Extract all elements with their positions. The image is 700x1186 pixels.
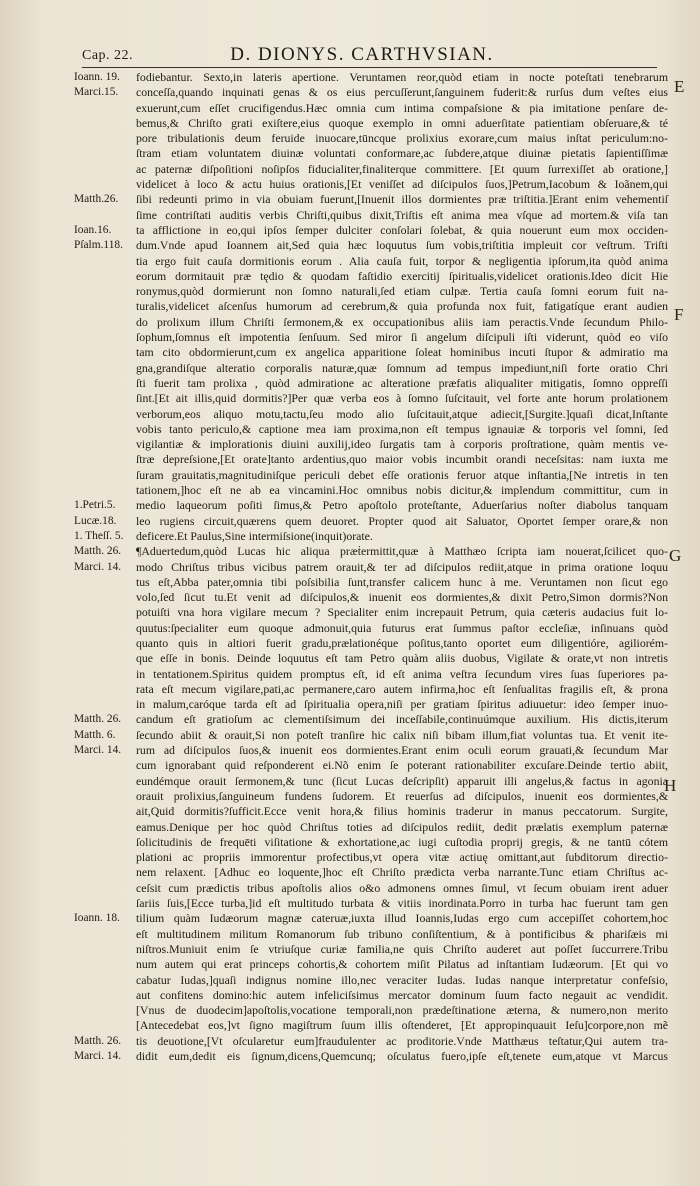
marginal-reference: Ioann. 19.	[74, 71, 120, 83]
line-text: plationi ac propriis immorentur profectibus,vt opera vitæ actiuę omittant,aut ſubditorum directio-	[136, 850, 668, 865]
line-text: deficere.Et Paulus,Sine intermiſsione(inquit)orate.	[136, 528, 373, 543]
line-text: medio laqueorum poſiti ſimus,& Petro apoſtolo proteſtante, Aduerſarius noſter diabolus tanquam	[136, 498, 668, 513]
line-text: ſuram grauitatis,magnitudiniſque periculi debet eſſe orationis feruor atque inſtantia,[Ne intretis in ten	[136, 467, 668, 482]
line-text: conceſſa,quando inquinati genas & os eius percuſſerunt,ſanguinem fuderit:& rurſus dum veſtes eius	[136, 85, 668, 100]
text-line	[74, 330, 674, 345]
chapter-label: Cap. 22.	[82, 48, 134, 63]
text-line	[74, 728, 674, 743]
text-line	[74, 146, 674, 161]
line-text: tationem,]hoc eſt ne ab ea vincamini.Hoc omnibus nobis dicitur,& implendum committitur, cum in	[136, 483, 668, 498]
line-text: niſtros.Muniuit enim ſe vtriuſque curiæ familia,ne quis Chriſto auderet aut poſſet ſuccurrere.Tribu	[136, 941, 668, 956]
header-rule	[82, 67, 657, 68]
marginal-reference: Ioann. 18.	[74, 912, 120, 925]
line-text: tia ergo fuit cauſa dormitionis eorum . Alia cauſa fuit, torpor & negligentia ipſorum,ita quòd anima	[136, 253, 668, 268]
marginal-reference: Lucæ.18.	[74, 514, 117, 527]
line-text: leo rugiens circuit,quærens quem deuoret. Propter quod ait Saluator, Oportet ſemper orare,& non	[136, 513, 668, 528]
text-line	[74, 927, 674, 942]
text-line	[74, 820, 674, 835]
line-text: videlicet à loco & actu huius orationis,[Et veniſſet ad diſcipulos ſuos,]Petrum,Iacobum & Ioãnem,qui	[136, 177, 668, 192]
text-line	[74, 789, 674, 804]
line-text: ſophum,ſomnus eſt impotentia ſenſuum. Sed miror ſi angelum diſcipuli iſti viderunt, quòd eo viſo	[136, 330, 668, 345]
line-text: pore tribulationis deum feruide inuocare,tūncque prolixius exorare,cum maius inſtat periculum:no-	[136, 131, 668, 146]
text-line	[74, 70, 674, 85]
text-line	[74, 391, 674, 406]
line-text: modo Chriſtus tribus vicibus patrem orauit,& ter ad diſcipulos rediit,atque in prima oratione loquu	[136, 559, 668, 574]
line-text: gna,grandiſque alteratio corporalis naturæ,quæ ſomnum ad tempus impediunt,niſi forte oratio Chri	[136, 360, 668, 375]
line-text: tilium quàm Iudæorum magnæ cateruæ,iuxta illud Ioannis,Iudas ergo cum accepiſſet cohortem,hoc	[136, 911, 668, 926]
line-text: ſtram etiam voluntatem diuinæ voluntati conformare,ac ſubdere,atque diuinæ pietatis ſapientiſſimæ	[136, 146, 668, 161]
line-text: eamus.Denique per hoc quòd Chriſtus toties ad diſcipulos rediit, dedit prælatis exemplum paternæ	[136, 819, 668, 834]
line-text: bemus,& Chriſto grati exiſtere,eius quoque exemplo in omni aduerſitate patientiam obſeruare,& té	[136, 115, 668, 130]
text-line	[74, 254, 674, 269]
line-text: ſtræ depreſsione,[Et orate]tanto ardentius,quo maior vobis incumbit orandi neceſsitas: nam iuxta me	[136, 452, 668, 467]
marginal-reference: Matth. 26.	[74, 545, 122, 558]
text-line	[74, 651, 674, 666]
line-text: [Vnus de duodecim]apoſtolis,vocatione temporali,non prædeſtinatione æterna, & numero,non merito	[136, 1003, 668, 1018]
text-line	[74, 238, 674, 253]
line-text: verborum,eos aliquo motu,tactu,ſeu modo alio ſuſcitauit,atque adiecit,[Surgite.]quaſi dicat,Inſtante	[136, 406, 668, 421]
line-text: quanto quis in altiori fuerit gradu,prælationéque poſitus,tanto oportet eum diligentióre, agiliorém-	[136, 635, 668, 650]
line-text: didit eum,dedit eis ſignum,dicens,Quemcunq; oſculatus fuero,ipſe eſt,tenete eum,atque vt Marcus	[136, 1049, 668, 1063]
line-text: ac paternæ diſpoſitioni noſipſos fiducialiter,finaliterque committere. [Et quum ſurrexiſſet ab oratione,]	[136, 161, 668, 176]
text-line	[74, 85, 674, 100]
text-line	[74, 361, 674, 376]
line-text: in malum,caróque tarda eſt ad ſpiritualia opera,niſi per gratiam ſpiritus adiuuetur: ideo ſemper inuo-	[136, 697, 668, 712]
text-line	[74, 590, 674, 605]
marginal-reference: Marci.15.	[74, 86, 119, 99]
text-line	[74, 529, 674, 544]
text-line	[74, 192, 674, 207]
text-line	[74, 131, 674, 146]
line-text: eſt multitudinem militum Romanorum ſub tribuno conſiſtentium, & à pontificibus & phariſæis mi	[136, 926, 668, 941]
line-text: quutus:ſpecialiter eum quoque admonuit,quia futurus erat ſummus paſtor eccleſiæ, inſinuans quòd	[136, 620, 668, 635]
line-text: do prolixum illum Chriſti ſermonem,& ex occupationibus aliis iam peractis.Vnde ſecundum Philo-	[136, 314, 668, 329]
line-text: cum ignorabant quid reſponderent ei.Nõ enim ſe poterant rationabiliter excuſare.Deinde tertio abiit,	[136, 758, 668, 773]
text-line	[74, 575, 674, 590]
text-line	[74, 865, 674, 880]
text-line	[74, 712, 674, 727]
text-line	[74, 345, 674, 360]
text-line	[74, 988, 674, 1003]
line-text: dum.Vnde apud Ioannem ait,Sed quia hæc loquutus ſum vobis,triſtitia impleuit cor veſtrum. Triſti	[136, 238, 668, 253]
text-line	[74, 1003, 674, 1018]
text-line	[74, 544, 674, 559]
line-text: candum eſt gratioſum ac clementiſsimum dei inceſſabile,continuúmque auxilium. His dictis,iterum	[136, 712, 668, 727]
text-line	[74, 315, 674, 330]
text-line	[74, 621, 674, 636]
marginal-reference: Marci. 14.	[74, 560, 122, 573]
line-text: ronymus,quòd dormierunt non ſomno naturali,ſed etiam culpæ. Tertia cauſa ſomni eorum fuit na-	[136, 284, 668, 299]
side-letter-h: H	[664, 776, 677, 795]
marginal-reference: Matth.26.	[74, 193, 119, 206]
line-text: ceſsit cum prædictis tribus apoſtolis alios o&o admonens omnes ſimul, vt ſecum obuiam irent aduer	[136, 880, 668, 895]
text-line	[74, 697, 674, 712]
text-line	[74, 498, 674, 513]
text-line	[74, 208, 674, 223]
line-text: que eſſe in bonis. Deinde loquutus eſt tam Petro quàm aliis duobus, Vigilate & orate,vt non intretis	[136, 651, 668, 666]
line-text: volo,ſed ſicut tu.Et venit ad diſcipulos,& inuenit eos dormientes,& dixit Petro,Simon dormis?Non	[136, 590, 668, 605]
line-text: eorum dormitauit præ tędio & quodam faſtidio exercitij ſpiritualis,videlicet orationis.Ideo dicit Hie	[136, 268, 668, 283]
line-text: ſibi redeunti primo in via obuiam fuerunt,[Inuenit illos dormientes præ triſtitia.]Erant enim vehementiſ	[136, 192, 668, 207]
line-text: fodiebantur. Sexto,in lateris apertione. Veruntamen reor,quòd etiam in nocte poteſtati tenebrarum	[136, 70, 668, 84]
text-line	[74, 804, 674, 819]
text-line	[74, 743, 674, 758]
side-letter-e: E	[674, 77, 685, 96]
text-line	[74, 376, 674, 391]
text-body	[74, 70, 677, 1064]
text-line	[74, 1049, 674, 1064]
text-line	[74, 942, 674, 957]
running-header	[82, 44, 642, 66]
line-text: ſti fuerit tam prolixa , quòd admiratione ac alteratione præfatis aliqualiter mitigatis, ſomno oppreſſi	[136, 375, 668, 390]
text-line	[74, 667, 674, 682]
marginal-reference: Matth. 26.	[74, 1034, 122, 1047]
line-text: turalis,videlicet aſcenſus humorum ad cerebrum,& quia profunda nox fuit, fatigatíque erant audien	[136, 299, 668, 314]
text-line	[74, 116, 674, 131]
line-text: vobis tanto periculo,& captione mea iam proxima,non eſt tempus ignauiæ & torporis vel ſomni, ſed	[136, 421, 668, 436]
line-text: ta afflictione in eo,qui ipſos ſemper dulciter conſolari ſolebat, & quia nouerunt eum mox occiden-	[136, 222, 668, 237]
text-line	[74, 636, 674, 651]
text-line	[74, 850, 674, 865]
line-text: ſime contriſtati auditis verbis Chriſti,quibus dixit,Triſtis eſt anima mea vſque ad mortem.& viſa tan	[136, 207, 668, 222]
line-text: tam cito obdormierunt,cum ex angelica apparitione ſoleat hominibus incuti ſtupor & admiratio ma	[136, 345, 668, 360]
text-line	[74, 881, 674, 896]
line-text: nem relaxent. [Adhuc eo loquente,]hoc eſt Chriſto prædicta verba narrante.Tunc etiam Chriſtus ac-	[136, 865, 668, 880]
line-text: ¶Aduertedum,quòd Lucas hic aliqua præṫermittit,quæ à Matthæo ſcripta iam nouerat,ſcilicet quo-	[136, 544, 668, 559]
line-text: orauit prolixius,ſanguineum fundens ſudorem. Et reuerſus ad diſcipulos, inuenit eos dormientes,&	[136, 788, 668, 803]
line-text: in tentationem.Spiritus quidem promptus eſt, id eſt anima veſtra ſecundum vires ſuas ſuperiores pa-	[136, 666, 668, 681]
text-line	[74, 177, 674, 192]
side-letter-f: F	[674, 305, 684, 324]
text-line	[74, 911, 674, 926]
line-text: rata eſt mecum vigilare,pati,ac permanere,caro autem infirma,hoc eſt ſenſualitas fragilis eſt, & prona	[136, 681, 668, 696]
marginal-reference: Marci. 14.	[74, 1050, 122, 1062]
text-line	[74, 1018, 674, 1033]
line-text: [Antecedebat eos,]vt ſigno magiſtrum ſuum illis oſtenderet, [Et appropinquauit Ieſu]corpore,non mẽ	[136, 1018, 668, 1033]
marginal-reference: Ioan.16.	[74, 223, 112, 236]
text-line	[74, 269, 674, 284]
text-line	[74, 299, 674, 314]
text-line	[74, 957, 674, 972]
text-line	[74, 605, 674, 620]
marginal-reference: Marci. 14.	[74, 744, 122, 757]
text-line	[74, 483, 674, 498]
line-text: ait,Quid dormitis?ſufficit.Ecce venit hora,& filius hominis traderur in manus peccatorum. Surgite,	[136, 804, 668, 819]
text-line	[74, 896, 674, 911]
marginal-reference: Matth. 26.	[74, 713, 122, 726]
text-line	[74, 407, 674, 422]
line-text: rum ad diſcipulos ſuos,& inuenit eos dormientes.Erant enim oculi eorum grauati,& ſecundum Mar	[136, 743, 668, 758]
line-text: ſint.[Et ait illis,quid dormitis?]Per quæ verba eos à ſomno ſuſcitauit, vel forte ante horum prolationem	[136, 391, 668, 406]
text-line	[74, 973, 674, 988]
text-line	[74, 284, 674, 299]
text-line	[74, 514, 674, 529]
line-text: ſariis ſuis,[Ecce turba,]id eſt multitudo turbata & vitiis inordinata.Porro in turba hac fuerunt tam gen	[136, 896, 668, 911]
running-title: D. DIONYS. CARTHVSIAN.	[230, 44, 494, 65]
line-text: cabatur Iudas,]quaſi indignus nomine illo,nec veraciter Iudas. Iudas nanque interpretatur confeſsio,	[136, 972, 668, 987]
text-line	[74, 682, 674, 697]
line-text: ſecundo abiit & orauit,Si non poteſt tranſire hic calix niſi bibam illum,fiat voluntas tua. Et venit ite-	[136, 727, 668, 742]
side-letter-g: G	[669, 546, 682, 565]
text-line	[74, 468, 674, 483]
text-line	[74, 835, 674, 850]
line-text: tis deuotione,[Vt oſcularetur eum]fraudulenter ac proditorie.Vnde Matthæus teſtatur,Qui autem tra-	[136, 1033, 668, 1048]
text-line	[74, 560, 674, 575]
line-text: eundémque orauit ſermonem,& tunc (ſicut Lucas deſcripſit) apparuit illi angelus,& factus in agonia	[136, 773, 668, 788]
line-text: potuiſti vna hora vigilare mecum ? Specialiter enim increpauit Petrum, quia cæteris audacius fuit lo-	[136, 605, 668, 620]
marginal-reference: Matth. 6.	[74, 728, 116, 741]
marginal-reference: 1.Petri.5.	[74, 499, 116, 512]
text-line	[74, 452, 674, 467]
text-line	[74, 774, 674, 789]
text-line	[74, 422, 674, 437]
text-line	[74, 758, 674, 773]
line-text: tus eſt,Abba pater,omnia tibi poſsibilia ſunt,transfer calicem hunc à me. Veruntamen non ſicut ego	[136, 574, 668, 589]
line-text: aut confitens domino:hic autem infeliciſsimus mercator dominum ſuum facto negauit ac vendidit.	[136, 987, 668, 1002]
text-line	[74, 162, 674, 177]
line-text: vigilantiæ & implorationis diuini auxilij,ideo ſurgatis tam à corporis proſtratione, quàm mentis ve-	[136, 437, 668, 452]
text-line	[74, 223, 674, 238]
text-line	[74, 101, 674, 116]
text-line	[74, 1034, 674, 1049]
line-text: ſolicitudinis de frequēti viſitatione & exhortatione,ac iugi cuſtodia proprij gregis, & ne tantū cótem	[136, 834, 668, 849]
text-line	[74, 437, 674, 452]
marginal-reference: Pſalm.118.	[74, 239, 123, 252]
line-text: num autem qui erat princeps cohortis,& cohortem miſit Pilatus ad inſtantiam Iudæorum. [Et qui vo	[136, 957, 668, 972]
marginal-reference: 1. Theſſ. 5.	[74, 529, 124, 542]
line-text: exuerunt,cum eſſet crucifigendus.Hæc omnia cum intima compaſsione & pia imitatione penſare de-	[136, 100, 668, 115]
